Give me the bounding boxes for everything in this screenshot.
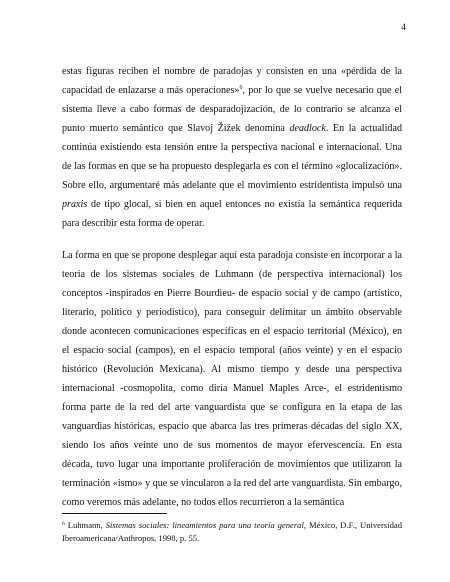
footnote-number: 6 (62, 521, 65, 527)
text-run: . En la actualidad continúa existiendo esta tensión entre la perspectiva nacional e internacional. Una de las formas en que se ha propuesto desplegarla es con el término «glocalización». Sobre ello, argumentaré más adelante que el movimiento estridentista impulsó una (62, 123, 402, 191)
page-number: 4 (401, 23, 406, 33)
text-run: estas figuras reciben el nombre de paradojas y consisten en una «pérdida de la capacidad de enlazarse a más operaciones» (62, 66, 402, 96)
paragraph (62, 246, 402, 512)
paragraph (62, 62, 402, 233)
book-title: Sistemas sociales: lineamientos para una teoría general (105, 520, 304, 530)
text-run: , México, D.F., Universidad Iberoamericana/Anthropos, 1998, p. 55. (62, 520, 402, 543)
footnote-reference[interactable]: 6 (239, 85, 243, 91)
text-run: Luhmann, (64, 520, 106, 530)
footnote-separator (62, 513, 167, 514)
text-run: La forma en que se propone desplegar aquí esta paradoja consiste en incorporar a la teoría de los sistemas sociales de Luhmann (de perspectiva internacional) los conceptos -inspirados en Pierre Bourdieu- de espacio social y de campo (artístico, literario, político y periodístico), para conseguir delimitar un ámbito observable donde acontecen comunicaciones específicas en el espacio territorial (México), en el espacio social (campos), en el espacio temporal (años veinte) y en el espacio histórico (Revolución Mexicana). Al mismo tiempo y desde una perspectiva internacional -cosmopolita, como diría Manuel Maples Arce-, el estridentismo forma parte de la red del arte vanguardista que se configura en la etapa de las vanguardias históricas, espacio que abarca las tres primeras décadas del siglo XX, siendo los años veinte uno de sus momentos de mayor efervescencia. En esta década, tuvo lugar una importante proliferación de movimientos que utilizaron la terminación «ismo» y que se vincularon a la red del arte vanguardista. Sin embargo, como veremos más adelante, no todos ellos recurrieron a la semántica (62, 250, 402, 508)
text-run: , por lo que se vuelve necesario que el sistema lleve a cabo formas de desparadojización, de lo contrario se alcanza el punto muerto semántico que Slavoj Žižek denomina (62, 85, 402, 134)
text-run: de tipo glocal, si bien en aquel entonces no existía la semántica requerida para describir esta forma de operar. (62, 199, 402, 229)
italic-term: deadlock (289, 123, 326, 134)
footnote (62, 519, 402, 545)
italic-term: praxis (62, 199, 88, 210)
body-text (62, 62, 402, 512)
